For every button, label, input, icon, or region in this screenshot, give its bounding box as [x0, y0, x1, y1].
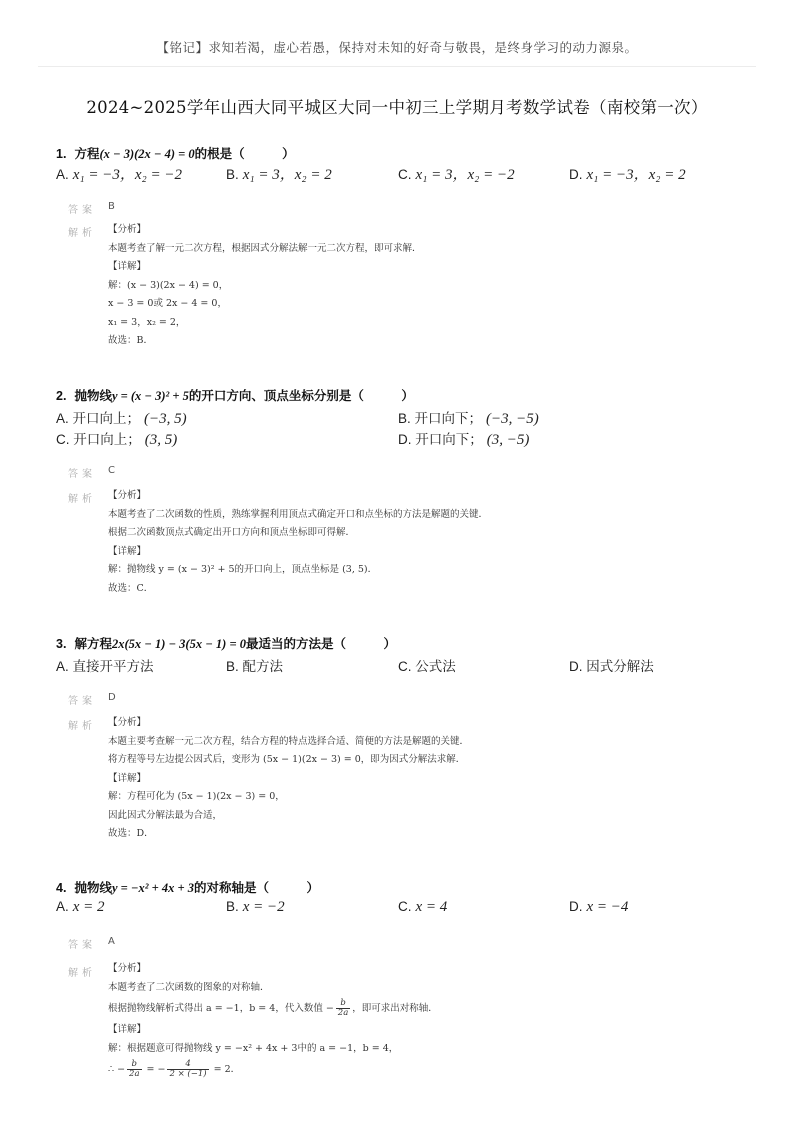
option-d: D. x = −4 — [569, 899, 629, 915]
stem-math: 2x(5x − 1) − 3(5x − 1) = 0 — [111, 637, 246, 651]
question-number: 2. — [56, 389, 67, 403]
stem-math: (x − 3)(2x − 4) = 0 — [99, 147, 195, 161]
question-number: 1. — [56, 147, 67, 161]
question-4-options — [56, 899, 756, 923]
question-1-explanation: 【分析】 本题考查了解一元二次方程，根据因式分解法解一元二次方程，即可求解． 【详解】 解：(x − 3)(2x − 4) = 0， x − 3 = 0或 2x − 4 = 0， x₁ = 3，x₂ = 2， 故选：B． — [108, 224, 422, 346]
stem-math: y = (x − 3)² + 5 — [111, 389, 189, 403]
answer-label: 答案 — [68, 940, 96, 951]
explanation-line-fraction: 根据抛物线解析式得出 a = −1，b = 4，代入数值 − $\frac{b}{2a}$ ，即可求出对称轴． — [108, 998, 438, 1018]
question-4-stem: 4. 抛物线y = −x² + 4x + 3的对称轴是（ ） — [56, 880, 319, 895]
analysis-label: 解析 — [68, 968, 96, 979]
option-c: C. x₁ = 3，x₂ = −2 — [398, 167, 515, 183]
option-b: B. x = −2 — [226, 899, 285, 915]
analysis-label: 解析 — [68, 228, 96, 239]
fraction: $\frac{b}{2a}$ — [337, 998, 349, 1018]
option-b: B. 开口向下； (−3, −5) — [398, 411, 539, 427]
option-c: C. 开口向上； (3, 5) — [56, 432, 178, 448]
analysis-label: 解析 — [68, 721, 96, 732]
question-number: 3. — [56, 637, 67, 651]
option-d: D. x₁ = −3，x₂ = 2 — [569, 167, 686, 183]
question-2-options-row2 — [56, 428, 756, 452]
option-b: B. x₁ = 3，x₂ = 2 — [226, 167, 332, 183]
answer-value: A — [108, 936, 115, 947]
option-a: A. x₁ = −3，x₂ = −2 — [56, 167, 182, 183]
question-3-explanation: 【分析】 本题主要考查解一元二次方程，结合方程的特点选择合适、简便的方法是解题的关键． 将方程等号左边提公因式后，变形为 (5x − 1)(2x − 3) = 0，即为因式分解法求解． 【详解】 解：方程可化为 (5x − 1)(2x − 3) = 0， 因此因式分解法最为合适， 故选：D． — [108, 717, 470, 839]
explanation-line-result: ∴ − $\frac{b}{2a}$ = − $\frac{4}{2 \times (-1)}$ = 2． — [108, 1059, 241, 1079]
option-d: D. 因式分解法 — [569, 659, 654, 674]
answer-value: D — [108, 692, 116, 703]
option-a: A. x = 2 — [56, 899, 105, 915]
option-c: C. x = 4 — [398, 899, 448, 915]
option-a: A. 开口向上； (−3, 5) — [56, 411, 187, 427]
header-divider — [38, 66, 756, 67]
fraction: $\frac{b}{2a}$ — [129, 1059, 140, 1079]
motto-banner: 【铭记】求知若渴，虚心若愚，保持对未知的好奇与敬畏，是终身学习的动力源泉。 — [156, 40, 638, 55]
answer-label: 答案 — [68, 696, 96, 707]
question-2-stem: 2. 抛物线y = (x − 3)² + 5的开口方向、顶点坐标分别是（ ） — [56, 388, 414, 403]
question-number: 4. — [56, 881, 67, 895]
answer-value: C — [108, 465, 115, 476]
question-3-options — [56, 655, 756, 679]
option-a: A. 直接开平方法 — [56, 659, 154, 674]
question-2-explanation: 【分析】 本题考查了二次函数的性质，熟练掌握利用顶点式确定开口和点坐标的方法是解题的关键． 根据二次函数顶点式确定出开口方向和顶点坐标即可得解． 【详解】 解：抛物线 y = (x − 3)² + 5的开口向上，顶点坐标是 (3, 5)． 故选：C． — [108, 490, 489, 594]
question-1-stem: 1. 方程(x − 3)(2x − 4) = 0的根是（ ） — [56, 146, 295, 161]
answer-label: 答案 — [68, 205, 96, 216]
question-1-options — [56, 163, 756, 187]
option-b: B. 配方法 — [226, 659, 284, 674]
option-d: D. 开口向下； (3, −5) — [398, 432, 530, 448]
question-4-explanation: 【分析】 本题考查了二次函数的图象的对称轴． 根据抛物线解析式得出 a = −1，b = 4，代入数值 − $\frac{b}{2a}$ ，即可求出对称轴． 【详解】 解：根据题意可得抛物线 y = −x² + 4x + 3中的 a = −1，b = 4， ∴ − $\frac{b}{2a}$ = − $\frac{4}{2 \times (-1)}$ = 2． — [108, 960, 438, 1082]
option-c: C. 公式法 — [398, 659, 456, 674]
stem-math: y = −x² + 4x + 3 — [111, 881, 194, 895]
fraction: $\frac{4}{2 \times (-1)}$ — [169, 1059, 207, 1079]
answer-value: B — [108, 201, 115, 212]
question-3-stem: 3. 解方程2x(5x − 1) − 3(5x − 1) = 0最适当的方法是（ ） — [56, 636, 396, 651]
answer-label: 答案 — [68, 469, 96, 480]
page-title: 2024~2025学年山西大同平城区大同一中初三上学期月考数学试卷（南校第一次） — [86, 98, 708, 117]
analysis-label: 解析 — [68, 494, 96, 505]
